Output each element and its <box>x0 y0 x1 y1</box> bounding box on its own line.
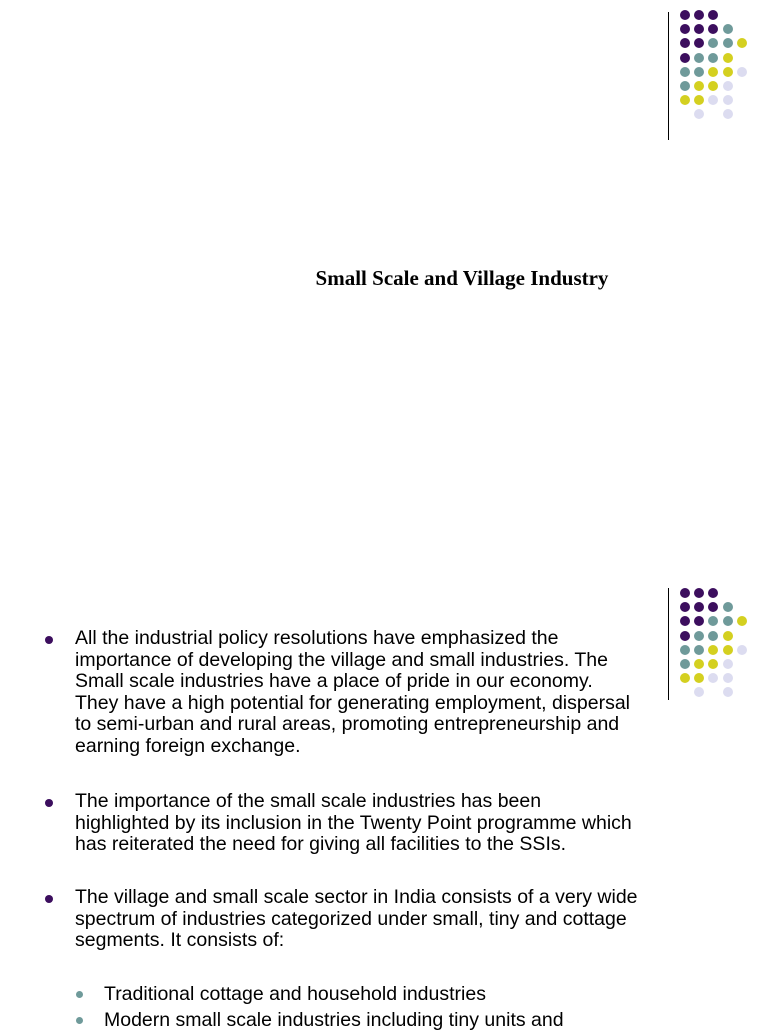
decorative-dot <box>708 53 718 63</box>
decorative-dot <box>708 81 718 91</box>
decorative-dot <box>708 588 718 598</box>
decorative-dot <box>723 602 733 612</box>
bullet-dot-icon <box>45 895 53 903</box>
bullet-line: importance of developing the village and small industries. The <box>75 648 608 671</box>
decorative-dot <box>708 24 718 34</box>
decorative-dot <box>708 602 718 612</box>
bullet-text <box>75 791 765 856</box>
decorative-dot <box>737 616 747 626</box>
decorative-dot <box>723 67 733 77</box>
sub-bullet-dot-icon <box>76 1017 83 1024</box>
decorative-dot <box>723 81 733 91</box>
decorative-dot <box>680 24 690 34</box>
decorative-dot <box>737 38 747 48</box>
decorative-dot <box>723 53 733 63</box>
decorative-dot <box>737 67 747 77</box>
decorative-dot <box>680 588 690 598</box>
decorative-dot <box>680 38 690 48</box>
decorative-dot <box>708 38 718 48</box>
bullet-text <box>75 628 765 757</box>
sub-bullet-dot-icon <box>76 991 83 998</box>
decorative-dot <box>694 95 704 105</box>
decorative-dot <box>694 38 704 48</box>
top-vertical-rule <box>668 12 669 140</box>
decorative-dot <box>708 67 718 77</box>
bullet-line: The importance of the small scale industries has been <box>75 790 542 812</box>
bullet-line: The village and small scale sector in India consists of a very wide <box>75 886 638 908</box>
decorative-dot <box>723 109 733 119</box>
decorative-dot <box>723 24 733 34</box>
decorative-dot <box>694 109 704 119</box>
sub-bullet-text: Traditional cottage and household industries <box>104 983 486 1005</box>
bullet-line: All the industrial policy resolutions have emphasized the <box>75 627 559 649</box>
bullet-dot-icon <box>45 799 53 807</box>
decorative-dot <box>723 616 733 626</box>
decorative-dot <box>680 95 690 105</box>
decorative-dot <box>694 616 704 626</box>
decorative-dot <box>694 10 704 20</box>
bullet-dot-icon <box>45 636 53 644</box>
decorative-dot <box>680 81 690 91</box>
decorative-dot <box>708 95 718 105</box>
top-dot-grid-decoration <box>680 10 760 140</box>
decorative-dot <box>694 67 704 77</box>
decorative-dot <box>694 24 704 34</box>
decorative-dot <box>694 602 704 612</box>
decorative-dot <box>680 67 690 77</box>
decorative-dot <box>680 602 690 612</box>
decorative-dot <box>708 616 718 626</box>
bullet-line: earning foreign exchange. <box>75 734 301 757</box>
decorative-dot <box>694 53 704 63</box>
decorative-dot <box>680 53 690 63</box>
bullet-line: highlighted by its inclusion in the Twenty Point programme which <box>75 811 632 834</box>
decorative-dot <box>723 95 733 105</box>
slide-title: Small Scale and Village Industry <box>315 266 609 290</box>
bullet-line: segments. It consists of: <box>75 929 285 951</box>
sub-bullet-text: Modern small scale industries including tiny units and <box>104 1009 564 1031</box>
bullet-line: spectrum of industries categorized under small, tiny and cottage <box>75 907 627 930</box>
bullet-line: Small scale industries have a place of pride in our economy. <box>75 670 593 692</box>
decorative-dot <box>694 588 704 598</box>
bullet-line: They have a high potential for generating employment, dispersal <box>75 691 630 714</box>
bullet-line: to semi-urban and rural areas, promoting entrepreneurship and <box>75 713 620 735</box>
decorative-dot <box>694 81 704 91</box>
decorative-dot <box>680 10 690 20</box>
decorative-dot <box>708 10 718 20</box>
decorative-dot <box>723 38 733 48</box>
bullet-text <box>75 887 765 952</box>
decorative-dot <box>680 616 690 626</box>
bullet-line: has reiterated the need for giving all facilities to the SSIs. <box>75 833 567 855</box>
